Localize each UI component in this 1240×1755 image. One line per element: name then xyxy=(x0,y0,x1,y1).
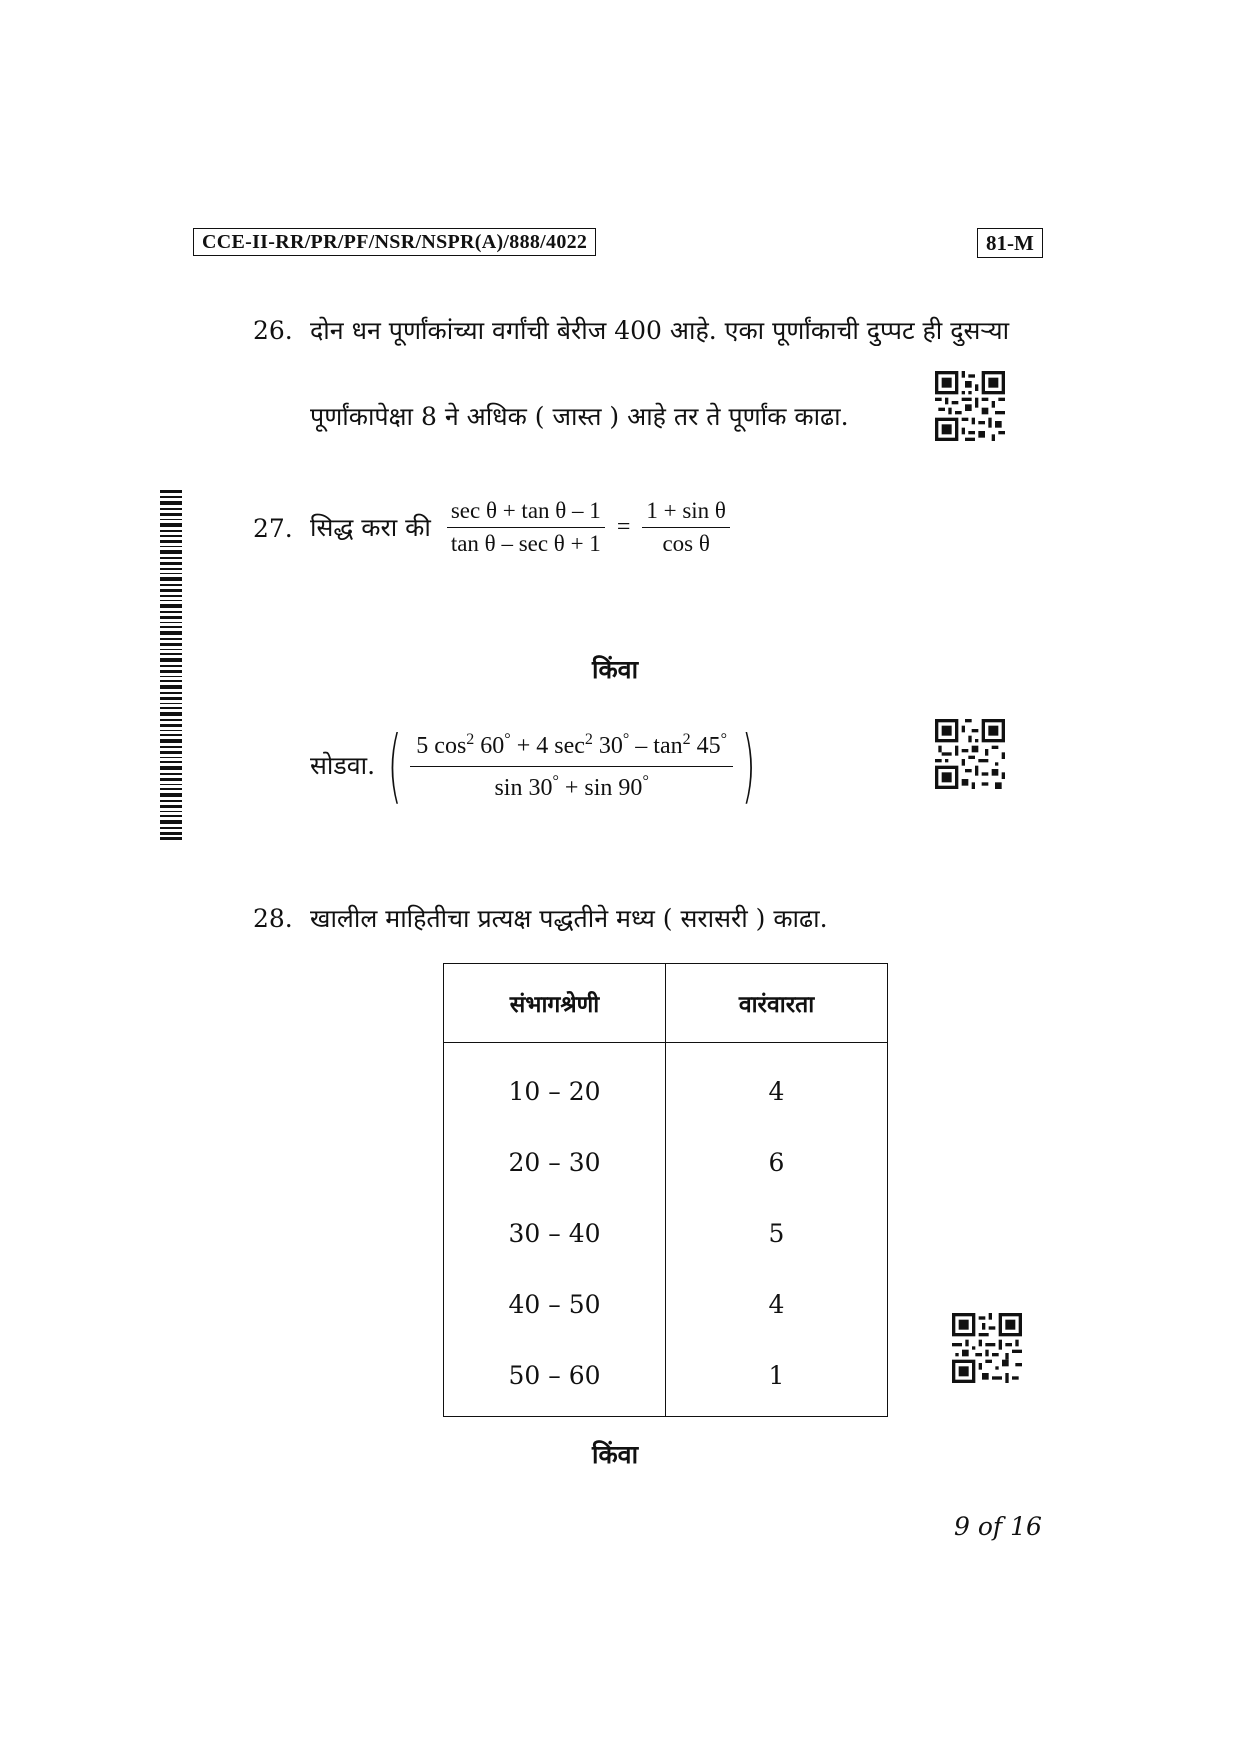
right-parenthesis: ) xyxy=(741,719,756,812)
q26-line2: पूर्णांकापेक्षा 8 ने अधिक ( जास्त ) आहे तर ते पूर्णांक काढा. xyxy=(310,402,849,431)
alt-num-60: 60 xyxy=(480,732,505,759)
qr-code-icon xyxy=(935,719,1005,789)
q27-equals-sign: = xyxy=(616,514,631,540)
alt-den-deg-1: ° xyxy=(552,772,559,790)
page-number: 9 of 16 xyxy=(954,1512,1042,1541)
table-row xyxy=(444,1198,888,1269)
qr-code-icon xyxy=(935,371,1005,441)
column-header-frequency: वारंवारता xyxy=(666,964,888,1043)
table-row xyxy=(444,1043,888,1128)
q27-statement xyxy=(310,498,730,557)
table-row xyxy=(444,1269,888,1340)
frequency-cell: 4 xyxy=(666,1043,888,1128)
class-interval-cell: 20 – 30 xyxy=(444,1127,666,1198)
q27-lhs-fraction xyxy=(447,498,605,557)
table-row xyxy=(444,1127,888,1198)
q27-lhs-numerator: sec θ + tan θ – 1 xyxy=(447,498,605,528)
q26-line1: दोन धन पूर्णांकांच्या वर्गांची बेरीज 400 आहे. एका पूर्णांकाची दुप्पट ही दुसऱ्या xyxy=(310,316,1010,345)
alt-num-deg-1: ° xyxy=(504,730,511,748)
frequency-cell: 5 xyxy=(666,1198,888,1269)
left-parenthesis: ( xyxy=(387,719,402,812)
q27-rhs-fraction xyxy=(642,498,730,557)
q27-number: 27. xyxy=(253,514,293,543)
alt-den-sin30: sin 30 xyxy=(494,774,553,801)
q27-alternative xyxy=(310,719,764,812)
alt-num-sq-3: 2 xyxy=(682,730,691,748)
alt-num-sec: + 4 sec xyxy=(516,732,585,759)
class-interval-cell: 40 – 50 xyxy=(444,1269,666,1340)
qr-code-icon xyxy=(952,1313,1022,1383)
alt-num-45: 45 xyxy=(696,732,721,759)
q27-rhs-numerator: 1 + sin θ xyxy=(642,498,730,528)
alt-num-deg-2: ° xyxy=(622,730,630,748)
q27-rhs-denominator: cos θ xyxy=(662,531,710,556)
alt-num-deg-3: ° xyxy=(720,730,728,748)
frequency-table xyxy=(443,963,888,1417)
q27-alt-numerator xyxy=(410,731,733,767)
q27-or-label: किंवा xyxy=(592,655,639,684)
q27-alt-fraction xyxy=(410,731,733,802)
table-header-row xyxy=(444,964,888,1043)
frequency-cell: 6 xyxy=(666,1127,888,1198)
alt-den-sin90: + sin 90 xyxy=(564,774,643,801)
q28-or-label: किंवा xyxy=(592,1440,639,1469)
table-row xyxy=(444,1340,888,1417)
barcode-icon xyxy=(160,490,182,840)
frequency-cell: 1 xyxy=(666,1340,888,1417)
column-header-class: संभागश्रेणी xyxy=(444,964,666,1043)
class-interval-cell: 10 – 20 xyxy=(444,1043,666,1128)
q27-lhs-denominator: tan θ – sec θ + 1 xyxy=(450,531,601,556)
alt-den-deg-2: ° xyxy=(642,772,649,790)
q28-prompt: खालील माहितीचा प्रत्यक्ष पद्धतीने मध्य ( सरासरी ) काढा. xyxy=(310,904,828,933)
alt-num-30: 30 xyxy=(598,732,623,759)
q27-alt-prompt: सोडवा. xyxy=(310,751,376,780)
q28-number: 28. xyxy=(253,904,293,933)
class-interval-cell: 50 – 60 xyxy=(444,1340,666,1417)
q27-alt-denominator xyxy=(490,767,652,802)
subject-code: 81-M xyxy=(977,228,1043,258)
alt-num-tan: – tan xyxy=(635,732,683,759)
alt-num-sq-2: 2 xyxy=(584,730,593,748)
class-interval-cell: 30 – 40 xyxy=(444,1198,666,1269)
paper-code: CCE-II-RR/PR/PF/NSR/NSPR(A)/888/4022 xyxy=(193,228,596,256)
alt-num-sq-1: 2 xyxy=(466,730,475,748)
q26-number: 26. xyxy=(253,316,293,345)
q27-prompt: सिद्ध करा की xyxy=(310,512,431,542)
alt-num-cos: 5 cos xyxy=(416,732,467,759)
frequency-cell: 4 xyxy=(666,1269,888,1340)
